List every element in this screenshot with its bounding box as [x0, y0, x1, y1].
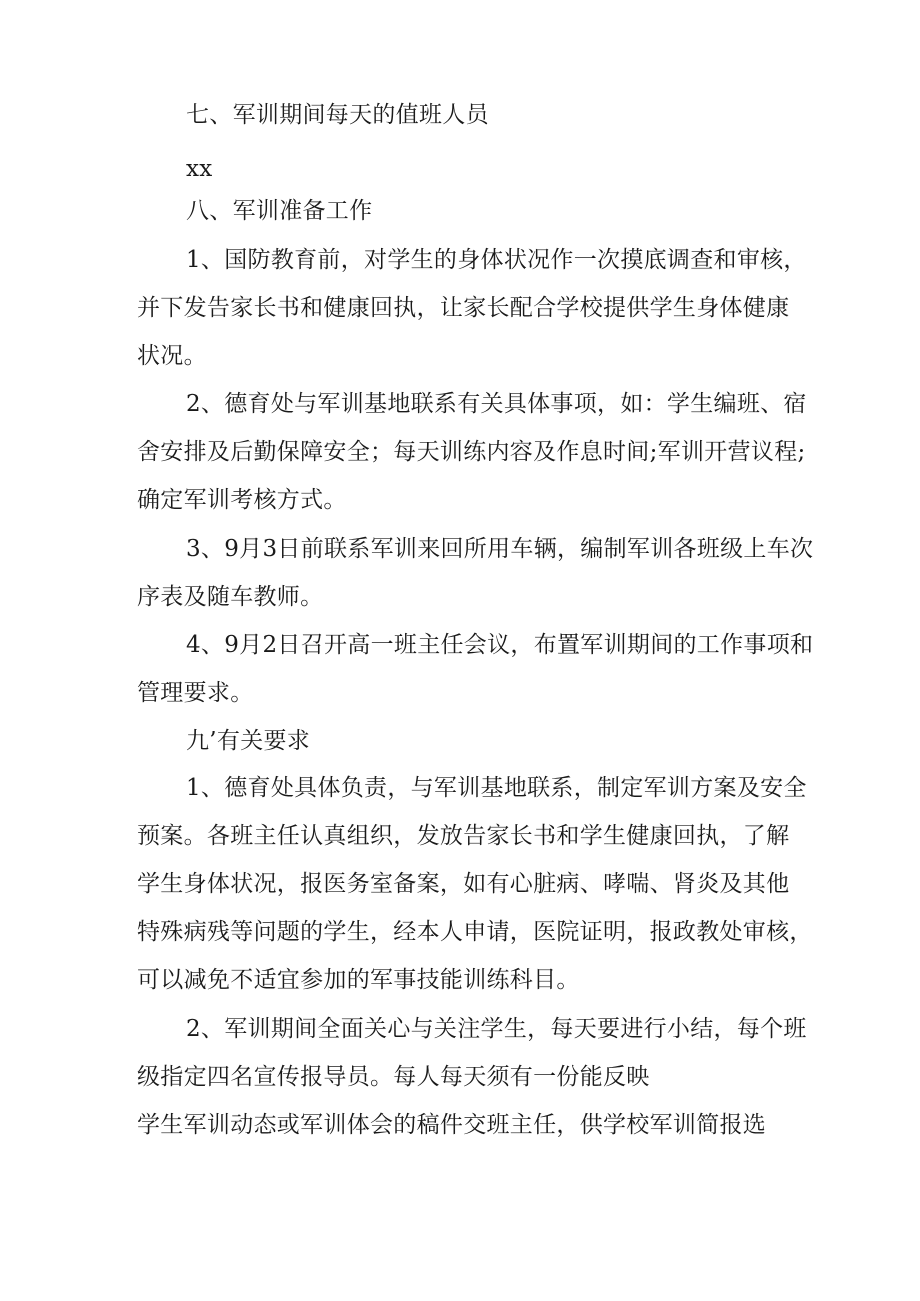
paragraph-line: 舍安排及后勤保障安全；每天训练内容及作息时间;军训开营议程; — [137, 439, 806, 465]
duty-staff-text: xx — [186, 156, 213, 182]
paragraph-line: 1、国防教育前，对学生的身体状况作一次摸底调查和审核， — [186, 247, 807, 273]
paragraph-line: 确定军训考核方式。 — [137, 487, 347, 513]
paragraph-line: 2、德育处与军训基地联系有关具体事项，如：学生编班、宿 — [186, 391, 807, 417]
paragraph-line: 1、德育处具体负责，与军训基地联系，制定军训方案及安全 — [186, 775, 807, 801]
section-heading-eight: 八、军训准备工作 — [186, 198, 373, 224]
paragraph-line: 级指定四名宣传报导员。每人每天须有一份能反映 — [137, 1064, 650, 1090]
section-heading-seven: 七、军训期间每天的值班人员 — [186, 102, 489, 128]
section-heading-nine: 九’有关要求 — [186, 728, 311, 754]
paragraph-line: 3、9月3日前联系军训来回所用车辆，编制军训各班级上车次 — [186, 536, 814, 562]
paragraph-line: 序表及随车教师。 — [137, 584, 324, 610]
paragraph-line: 可以减免不适宜参加的军事技能训练科目。 — [137, 967, 580, 993]
paragraph-line: 特殊病残等问题的学生，经本人申请，医院证明，报政教处审核， — [137, 919, 813, 945]
paragraph-line: 管理要求。 — [137, 680, 254, 706]
paragraph-line: 4、9月2日召开高一班主任会议，布置军训期间的工作事项和 — [186, 632, 814, 658]
paragraph-line: 学生军训动态或军训体会的稿件交班主任，供学校军训简报选 — [137, 1112, 767, 1138]
paragraph-line: 并下发告家长书和健康回执，让家长配合学校提供学生身体健康 — [137, 295, 790, 321]
paragraph-line: 2、军训期间全面关心与关注学生，每天要进行小结，每个班 — [186, 1016, 807, 1042]
paragraph-line: 学生身体状况，报医务室备案，如有心脏病、哮喘、肾炎及其他 — [137, 871, 790, 897]
paragraph-line: 预案。各班主任认真组织，发放告家长书和学生健康回执，了解 — [137, 823, 790, 849]
paragraph-line: 状况。 — [137, 343, 207, 369]
